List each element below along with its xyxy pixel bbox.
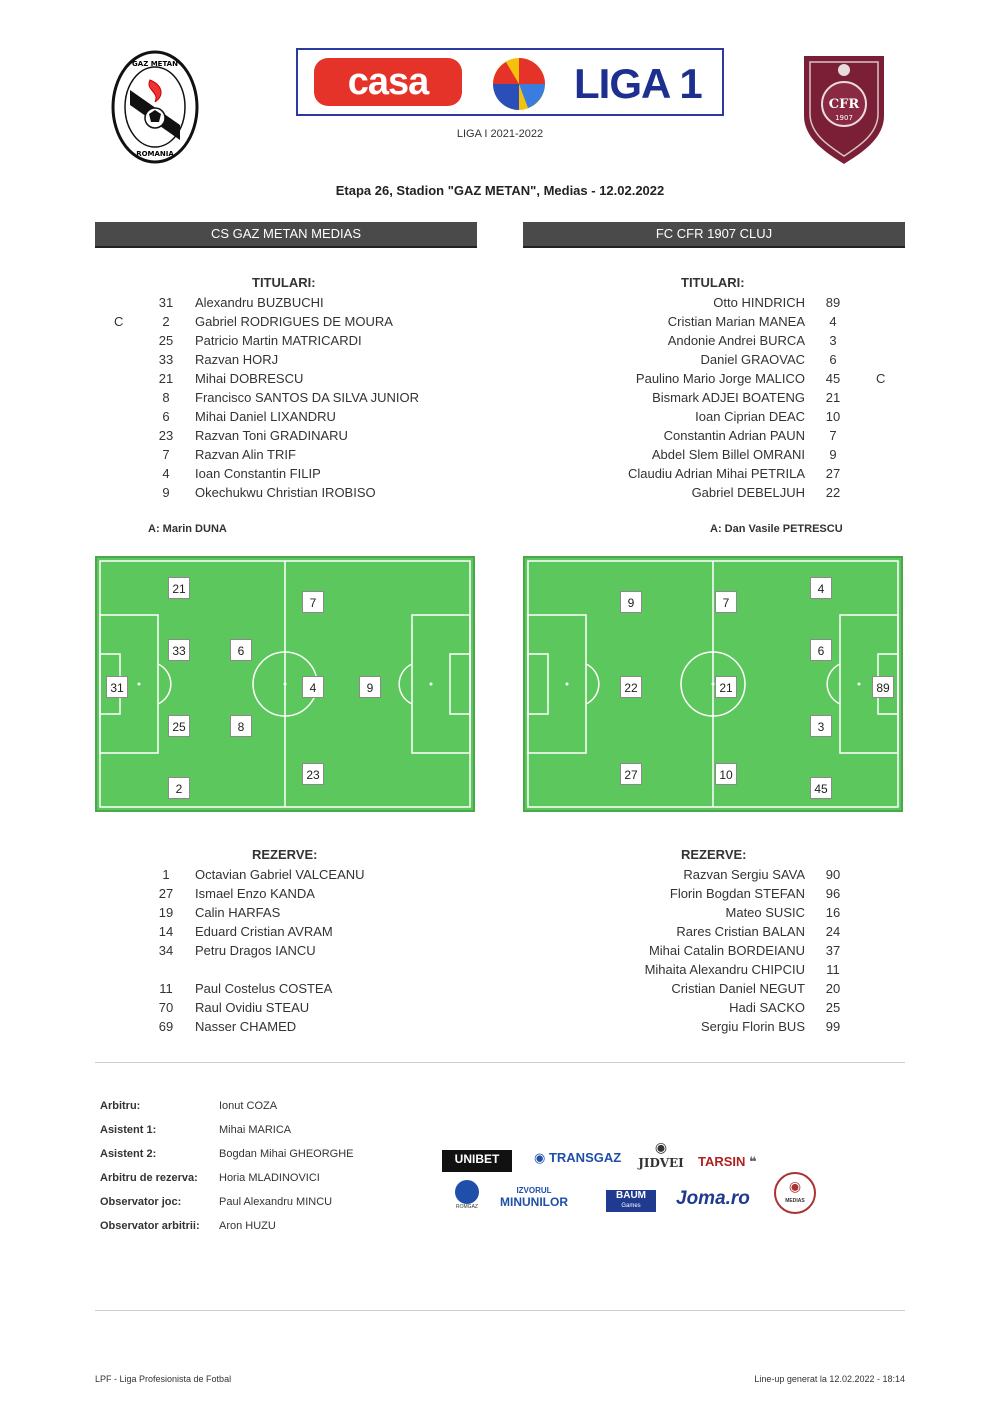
player-number: 27 xyxy=(825,466,841,481)
home-sub-row xyxy=(95,941,477,960)
player-name: Nasser CHAMED xyxy=(195,1019,297,1034)
pitch-player-marker: 21 xyxy=(715,676,737,698)
home-starter-row xyxy=(95,483,477,502)
away-sub-row xyxy=(523,865,905,884)
pitch-player-marker: 7 xyxy=(715,591,737,613)
home-sub-row xyxy=(95,998,477,1017)
home-crest xyxy=(110,50,200,165)
svg-text:1907: 1907 xyxy=(835,114,853,122)
player-name: Daniel GRAOVAC xyxy=(700,352,805,367)
player-name: Andonie Andrei BURCA xyxy=(667,333,805,348)
pitch-player-marker: 89 xyxy=(872,676,894,698)
footer-divider xyxy=(95,1310,905,1311)
transgaz-icon: ◉ xyxy=(534,1150,546,1165)
home-starter-row xyxy=(95,331,477,350)
sponsor-joma: Joma.ro xyxy=(676,1188,750,1209)
official-name: Mihai MARICA xyxy=(219,1124,292,1136)
away-sub-row xyxy=(523,979,905,998)
player-name: Okechukwu Christian IROBISO xyxy=(195,485,376,500)
player-name: Florin Bogdan STEFAN xyxy=(669,886,805,901)
official-role: Arbitru de rezerva: xyxy=(100,1172,198,1184)
home-starter-row xyxy=(95,369,477,388)
home-sub-row xyxy=(95,1017,477,1036)
pitch-player-marker: 6 xyxy=(810,639,832,661)
away-sub-row xyxy=(523,960,905,979)
player-name: Constantin Adrian PAUN xyxy=(663,428,805,443)
away-starter-row xyxy=(523,369,905,388)
player-name: Mihai Catalin BORDEIANU xyxy=(648,943,805,958)
home-sub-row xyxy=(95,979,477,998)
away-sub-row xyxy=(523,903,905,922)
away-starter-row xyxy=(523,483,905,502)
pitch-player-marker: 27 xyxy=(620,763,642,785)
away-starters-title: TITULARI: xyxy=(681,275,745,290)
pitch-player-marker: 7 xyxy=(302,591,324,613)
player-number: 1 xyxy=(162,867,170,882)
player-name: Cristian Daniel NEGUT xyxy=(671,981,805,996)
sponsor-transgaz-label: TRANSGAZ xyxy=(548,1150,622,1165)
svg-text:GAZ METAN: GAZ METAN xyxy=(132,60,178,68)
home-starter-row xyxy=(95,464,477,483)
player-number: 7 xyxy=(829,428,837,443)
pitch-lines xyxy=(97,558,473,810)
away-starter-row xyxy=(523,312,905,331)
away-starter-row xyxy=(523,426,905,445)
romgaz-icon xyxy=(455,1180,479,1204)
sponsor-baum-label: BAUM xyxy=(616,1190,646,1201)
pitch-player-marker: 4 xyxy=(302,676,324,698)
player-number: 99 xyxy=(825,1019,841,1034)
player-number: 11 xyxy=(826,962,840,977)
pitch-player-marker: 22 xyxy=(620,676,642,698)
player-name: Mihai Daniel LIXANDRU xyxy=(195,409,336,424)
away-starter-row xyxy=(523,350,905,369)
player-number: 3 xyxy=(829,333,837,348)
pitch-player-marker: 9 xyxy=(359,676,381,698)
player-name: Claudiu Adrian Mihai PETRILA xyxy=(627,466,805,481)
player-number: 16 xyxy=(825,905,841,920)
home-sub-row xyxy=(95,903,477,922)
jidvei-icon: ◉ xyxy=(654,1140,668,1156)
player-name: Razvan Toni GRADINARU xyxy=(195,428,348,443)
player-number: 89 xyxy=(825,295,841,310)
away-subs-title: REZERVE: xyxy=(681,847,747,862)
liga1-logo: LIGA 1 xyxy=(574,60,702,107)
player-name: Mateo SUSIC xyxy=(725,905,805,920)
player-number: 23 xyxy=(158,428,174,443)
sponsor-tarsin-label: TARSIN xyxy=(698,1154,746,1169)
player-number: 19 xyxy=(158,905,174,920)
home-starter-row xyxy=(95,388,477,407)
player-name: Raul Ovidiu STEAU xyxy=(195,1000,310,1015)
sponsor-medias-label: MEDIAS xyxy=(785,1198,805,1204)
pitch-player-marker: 4 xyxy=(810,577,832,599)
official-role: Arbitru: xyxy=(100,1100,141,1112)
away-coach: A: Dan Vasile PETRESCU xyxy=(710,523,843,535)
player-number: 34 xyxy=(158,943,174,958)
captain-marker: C xyxy=(876,371,886,386)
pitch-player-marker: 25 xyxy=(168,715,190,737)
cfr-cluj-crest-icon xyxy=(796,46,892,166)
pitch-player-marker: 10 xyxy=(715,763,737,785)
player-number: 21 xyxy=(825,390,841,405)
away-starter-row xyxy=(523,464,905,483)
player-name: Ioan Constantin FILIP xyxy=(195,466,321,481)
home-starter-row xyxy=(95,445,477,464)
liga1-banner xyxy=(296,48,724,116)
player-number: 4 xyxy=(829,314,837,329)
player-number: 8 xyxy=(162,390,170,405)
player-number: 24 xyxy=(825,924,841,939)
away-sub-row xyxy=(523,922,905,941)
player-number: 6 xyxy=(829,352,837,367)
player-number: 69 xyxy=(158,1019,174,1034)
sponsor-transgaz xyxy=(534,1150,621,1166)
home-starter-row xyxy=(95,312,477,331)
official-name: Ionut COZA xyxy=(219,1100,278,1112)
player-number: 96 xyxy=(825,886,841,901)
pitch-player-marker: 45 xyxy=(810,777,832,799)
sponsor-baum-sub: Games xyxy=(621,1203,641,1209)
captain-marker: C xyxy=(114,314,124,329)
sponsor-baum xyxy=(606,1190,656,1212)
home-starter-row xyxy=(95,426,477,445)
player-name: Bismark ADJEI BOATENG xyxy=(652,390,805,405)
player-number: 70 xyxy=(158,1000,174,1015)
away-sub-row xyxy=(523,941,905,960)
player-name: Gabriel DEBELJUH xyxy=(691,485,805,500)
player-number: 9 xyxy=(829,447,837,462)
official-name: Horia MLADINOVICI xyxy=(219,1172,320,1184)
player-name: Alexandru BUZBUCHI xyxy=(195,295,324,310)
official-name: Paul Alexandru MINCU xyxy=(219,1196,333,1208)
sponsor-romgaz-label: ROMGAZ xyxy=(456,1204,478,1210)
home-starters-title: TITULARI: xyxy=(252,275,316,290)
official-role: Observator joc: xyxy=(100,1196,182,1208)
casa-logo: casa xyxy=(314,58,462,106)
player-name: Eduard Cristian AVRAM xyxy=(195,924,333,939)
player-number: 7 xyxy=(162,447,170,462)
away-formation-pitch xyxy=(523,556,903,812)
home-starter-row xyxy=(95,293,477,312)
player-number: 14 xyxy=(158,924,174,939)
away-starter-row xyxy=(523,293,905,312)
home-team-bar: CS GAZ METAN MEDIAS xyxy=(95,222,477,248)
home-starter-row xyxy=(95,350,477,369)
sponsor-medias xyxy=(774,1172,816,1214)
player-name: Petru Dragos IANCU xyxy=(195,943,316,958)
svg-text:ROMANIA: ROMANIA xyxy=(136,150,174,158)
home-sub-row xyxy=(95,884,477,903)
official-role: Asistent 2: xyxy=(100,1148,157,1160)
match-info: Etapa 26, Stadion "GAZ METAN", Medias - 12.02.2022 xyxy=(335,183,665,198)
official-role: Asistent 1: xyxy=(100,1124,157,1136)
pitch-lines xyxy=(525,558,901,810)
sponsor-jidvei xyxy=(636,1140,686,1170)
pitch-player-marker: 3 xyxy=(810,715,832,737)
away-sub-row xyxy=(523,884,905,903)
player-number: 37 xyxy=(825,943,841,958)
footer-left: LPF - Liga Profesionista de Fotbal xyxy=(95,1374,232,1384)
home-subs-title: REZERVE: xyxy=(252,847,318,862)
season-label: LIGA I 2021-2022 xyxy=(456,128,544,140)
away-starter-row xyxy=(523,445,905,464)
sponsor-izvorul-minunilor xyxy=(500,1186,568,1209)
player-number: 22 xyxy=(825,485,841,500)
home-sub-row xyxy=(95,922,477,941)
player-name: Mihai DOBRESCU xyxy=(195,371,304,386)
home-sub-row xyxy=(95,865,477,884)
bird-icon: ❝ xyxy=(749,1154,757,1169)
home-starter-row xyxy=(95,407,477,426)
player-number: 27 xyxy=(158,886,174,901)
pitch-player-marker: 2 xyxy=(168,777,190,799)
player-name: Razvan HORJ xyxy=(195,352,279,367)
player-number: 20 xyxy=(825,981,841,996)
sponsor-izvorul-label: IZVORUL xyxy=(516,1186,552,1195)
sponsor-minunilor-label: MINUNILOR xyxy=(500,1195,568,1209)
home-sub-row xyxy=(95,960,477,979)
player-name: Paul Costelus COSTEA xyxy=(195,981,333,996)
official-name: Aron HUZU xyxy=(219,1220,276,1232)
medias-icon: ◉ xyxy=(788,1178,802,1194)
player-number: 6 xyxy=(162,409,170,424)
home-formation-pitch xyxy=(95,556,475,812)
pitch-player-marker: 9 xyxy=(620,591,642,613)
away-crest xyxy=(796,46,892,166)
player-name: Ismael Enzo KANDA xyxy=(195,886,315,901)
player-number: 2 xyxy=(162,314,170,329)
player-number: 90 xyxy=(825,867,841,882)
player-name: Abdel Slem Billel OMRANI xyxy=(651,447,805,462)
player-name: Calin HARFAS xyxy=(195,905,281,920)
sponsor-romgaz xyxy=(452,1180,482,1210)
player-number: 31 xyxy=(158,295,174,310)
pitch-player-marker: 33 xyxy=(168,639,190,661)
pitch-player-marker: 23 xyxy=(302,763,324,785)
ball-icon xyxy=(476,54,562,112)
player-name: Cristian Marian MANEA xyxy=(667,314,805,329)
pitch-player-marker: 21 xyxy=(168,577,190,599)
player-name: Patricio Martin MATRICARDI xyxy=(195,333,362,348)
player-number: 21 xyxy=(158,371,174,386)
player-number: 25 xyxy=(825,1000,841,1015)
sponsor-unibet: UNIBET xyxy=(442,1150,512,1172)
pitch-player-marker: 6 xyxy=(230,639,252,661)
away-starter-row xyxy=(523,407,905,426)
player-number: 4 xyxy=(162,466,170,481)
sponsor-tarsin xyxy=(698,1154,757,1170)
footer-right: Line-up generat la 12.02.2022 - 18:14 xyxy=(754,1374,905,1384)
pitch-player-marker: 8 xyxy=(230,715,252,737)
player-name: Ioan Ciprian DEAC xyxy=(695,409,805,424)
official-name: Bogdan Mihai GHEORGHE xyxy=(219,1148,354,1160)
player-name: Mihaita Alexandru CHIPCIU xyxy=(644,962,805,977)
away-sub-row xyxy=(523,1017,905,1036)
player-name: Sergiu Florin BUS xyxy=(700,1019,805,1034)
svg-text:CFR: CFR xyxy=(828,97,860,112)
player-name: Gabriel RODRIGUES DE MOURA xyxy=(195,314,393,329)
away-sub-row xyxy=(523,998,905,1017)
player-name: Rares Cristian BALAN xyxy=(676,924,805,939)
official-role: Observator arbitrii: xyxy=(100,1220,200,1232)
player-name: Otto HINDRICH xyxy=(713,295,805,310)
sponsor-jidvei-label: JIDVEI xyxy=(638,1156,684,1170)
player-name: Razvan Sergiu SAVA xyxy=(683,867,805,882)
away-team-bar: FC CFR 1907 CLUJ xyxy=(523,222,905,248)
player-name: Razvan Alin TRIF xyxy=(195,447,296,462)
player-number: 11 xyxy=(159,981,173,996)
player-name: Octavian Gabriel VALCEANU xyxy=(195,867,365,882)
player-number: 45 xyxy=(825,371,841,386)
player-name: Francisco SANTOS DA SILVA JUNIOR xyxy=(195,390,419,405)
pitch-player-marker: 31 xyxy=(106,676,128,698)
player-name: Paulino Mario Jorge MALICO xyxy=(635,371,805,386)
player-number: 9 xyxy=(162,485,170,500)
player-number: 10 xyxy=(825,409,841,424)
player-number: 25 xyxy=(158,333,174,348)
away-starter-row xyxy=(523,331,905,350)
divider xyxy=(95,1062,905,1063)
player-number: 33 xyxy=(158,352,174,367)
player-name: Hadi SACKO xyxy=(729,1000,805,1015)
home-coach: A: Marin DUNA xyxy=(148,523,227,535)
away-starter-row xyxy=(523,388,905,407)
gaz-metan-crest-icon xyxy=(110,50,200,165)
